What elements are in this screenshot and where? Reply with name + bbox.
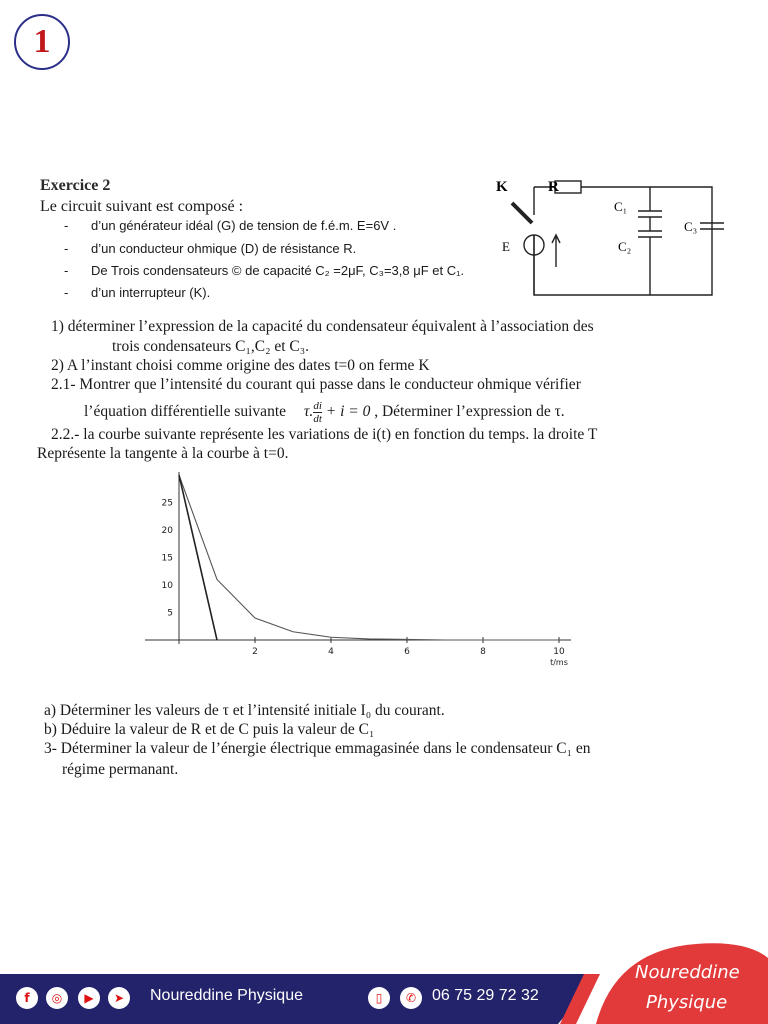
switch-k-symbol <box>512 203 532 223</box>
y-tick-label: 5 <box>167 608 173 619</box>
question-b: b) Déduire la valeur de R et de C puis la valeur de C₁ <box>44 721 375 738</box>
label-c2: C₂ <box>618 239 632 254</box>
label-r: R <box>548 179 559 195</box>
question-a: a) Déterminer les valeurs de τ et l’intensité initiale I₀ du courant. <box>44 702 445 719</box>
equation-tau: τ. <box>303 403 314 421</box>
question-2-2-line1: 2.2.- la courbe suivante représente les variations de i(t) en fonction du temps. la droite T <box>51 426 598 443</box>
youtube-icon[interactable]: ▶ <box>78 987 100 1009</box>
label-e: E <box>502 239 510 254</box>
exercise-intro: Le circuit suivant est composé : <box>40 198 244 215</box>
phone-icon: ▯ <box>368 987 390 1009</box>
instagram-icon[interactable]: ◎ <box>46 987 68 1009</box>
fraction-denominator: dt <box>313 413 322 425</box>
question-3-line2: régime permanant. <box>62 761 179 778</box>
resistor-symbol <box>555 181 581 193</box>
question-2: 2) A l’instant choisi comme origine des dates t=0 on ferme K <box>51 357 430 374</box>
equation-fraction <box>313 400 322 425</box>
component-text: d’un générateur idéal (G) de tension de f.é.m. E=6V . <box>91 218 397 233</box>
question-2-2-line2: Représente la tangente à la courbe à t=0. <box>37 445 289 462</box>
list-dash: - <box>64 263 69 278</box>
label-c1: C₁ <box>614 199 628 214</box>
equation-prefix: l’équation différentielle suivante <box>84 403 286 421</box>
telegram-icon[interactable]: ➤ <box>108 987 130 1009</box>
x-tick-label: 6 <box>404 647 410 657</box>
question-2-1-line1: 2.1- Montrer que l’intensité du courant qui passe dans le conducteur ohmique vérifier <box>51 376 581 393</box>
brand-line-1: Noureddine <box>635 962 740 983</box>
y-tick-label: 15 <box>161 553 173 564</box>
facebook-icon[interactable]: f <box>16 987 38 1009</box>
tangent-line <box>179 475 217 640</box>
x-tick-label: 2 <box>252 647 258 657</box>
list-dash: - <box>64 218 69 233</box>
list-dash: - <box>64 241 69 256</box>
footer-banner <box>0 962 768 1024</box>
component-text: d’un interrupteur (K). <box>91 285 211 300</box>
current-curve <box>179 475 559 640</box>
question-2-1-line2 <box>84 400 565 425</box>
list-dash: - <box>64 285 69 300</box>
footer-phone: 06 75 29 72 32 <box>432 987 539 1004</box>
brand-line-2: Physique <box>646 992 728 1013</box>
x-tick-label: 8 <box>480 647 486 657</box>
circuit-diagram <box>490 175 740 305</box>
question-1-line2: trois condensateurs C₁,C₂ et C₃. <box>112 338 310 355</box>
y-tick-label: 25 <box>161 498 173 509</box>
component-text: d’un conducteur ohmique (D) de résistance R. <box>91 241 357 256</box>
exercise-title: Exercice 2 <box>40 177 111 194</box>
x-axis-label: t/ms <box>550 658 568 667</box>
x-tick-label: 10 <box>553 647 565 657</box>
question-1-line1: 1) déterminer l’expression de la capacité du condensateur équivalent à l’association des <box>51 318 594 335</box>
component-text: De Trois condensateurs © de capacité C₂ =2μF, C₃=3,8 μF et C₁. <box>91 263 465 278</box>
y-tick-label: 10 <box>161 581 173 591</box>
page-number-badge: 1 <box>14 14 70 70</box>
question-3-line1: 3- Déterminer la valeur de l’énergie électrique emmagasinée dans le condensateur C₁ en <box>44 740 591 757</box>
equation-suffix: , Déterminer l’expression de τ. <box>374 403 565 421</box>
whatsapp-icon[interactable]: ✆ <box>400 987 422 1009</box>
y-tick-label: 20 <box>161 526 173 536</box>
label-c3: C₃ <box>684 219 698 234</box>
capacitor-c1-c2-branch <box>638 187 662 295</box>
footer-channel-name: Noureddine Physique <box>150 987 303 1004</box>
label-k: K <box>496 179 508 195</box>
x-tick-label: 4 <box>328 647 334 657</box>
current-time-chart <box>145 472 585 672</box>
equation-rest: + i = 0 <box>325 403 371 421</box>
arrow-icon <box>552 235 560 267</box>
fraction-numerator: di <box>313 400 322 412</box>
